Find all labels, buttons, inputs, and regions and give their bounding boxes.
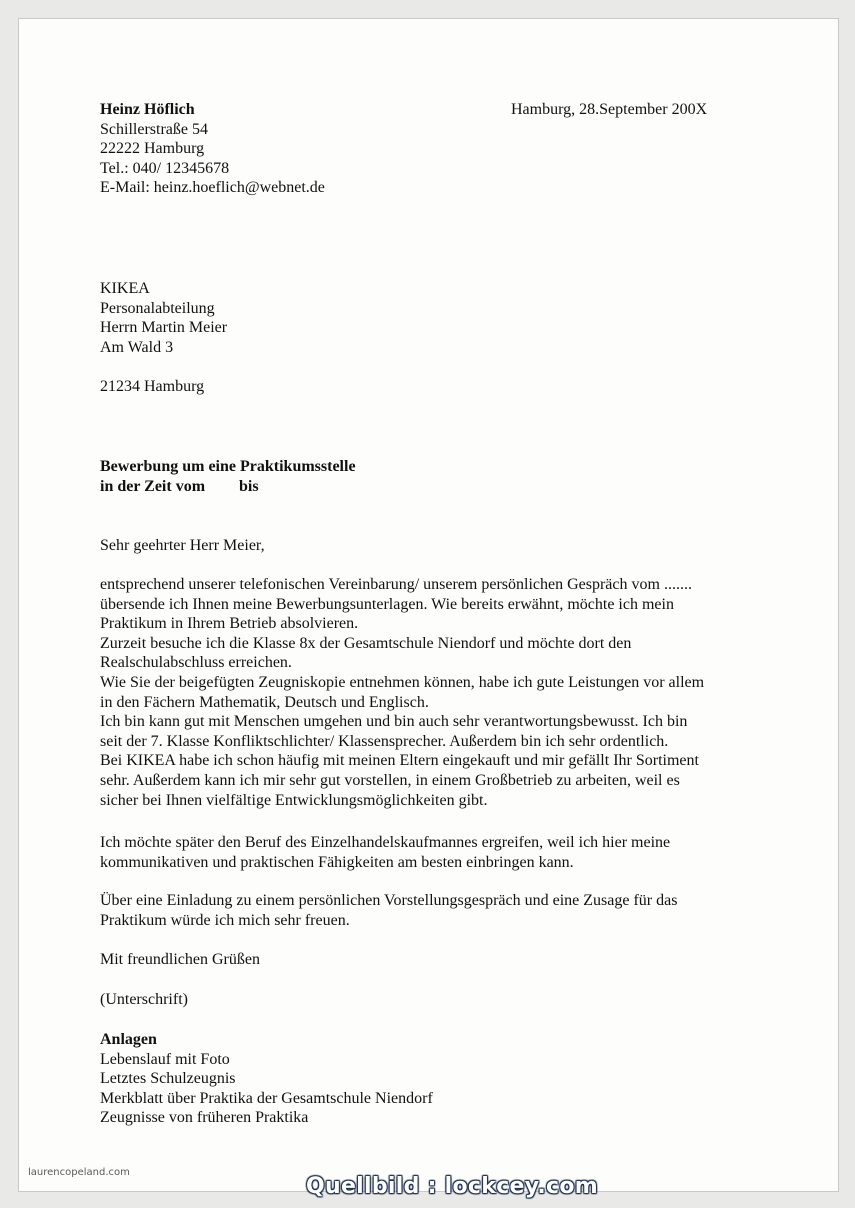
body-line: übersende ich Ihnen meine Bewerbungsunterlagen. Wie bereits erwähnt, möchte ich mein [100, 595, 674, 613]
attachments-block [100, 1030, 433, 1128]
body-line: Praktikum in Ihrem Betrieb absolvieren. [100, 615, 359, 633]
sender-phone: Tel.: 040/ 12345678 [100, 159, 230, 177]
sender-block [100, 100, 325, 198]
body-line: Zurzeit besuche ich die Klasse 8x der Gesamtschule Niendorf und möchte dort den [100, 634, 632, 652]
attachment-item: Letztes Schulzeugnis [100, 1070, 236, 1088]
attachment-item: Lebenslauf mit Foto [100, 1050, 230, 1068]
recipient-city: 21234 Hamburg [100, 378, 205, 395]
body-line: Ich bin kann gut mit Menschen umgehen und bin auch sehr verantwortungsbewusst. Ich bin [100, 713, 688, 731]
body-line: Bei KIKEA habe ich schon häufig mit meinen Eltern eingekauft und mir gefällt Ihr Sortiment [100, 752, 699, 770]
sender-name: Heinz Höflich [100, 101, 195, 118]
recipient-block [100, 279, 227, 357]
source-watermark: Quellbild : lockcey.com [306, 1174, 599, 1199]
body-paragraph-3 [100, 891, 677, 930]
body-line: Ich möchte später den Beruf des Einzelhandelskaufmannes ergreifen, weil ich hier meine [100, 834, 671, 851]
body-line: in den Fächern Mathematik, Deutsch und Englisch. [100, 693, 429, 711]
attachment-item: Zeugnisse von früheren Praktika [100, 1109, 309, 1127]
letter-date: Hamburg, 28.September 200X [511, 101, 708, 118]
body-line: seit der 7. Klasse Konfliktschlichter/ Klassensprecher. Außerdem bin ich sehr ordentlich. [100, 732, 669, 750]
closing: Mit freundlichen Grüßen [100, 951, 260, 968]
attachment-item: Merkblatt über Praktika der Gesamtschule Niendorf [100, 1089, 433, 1107]
signature-placeholder: (Unterschrift) [100, 991, 188, 1008]
recipient-person: Herrn Martin Meier [100, 319, 228, 337]
subject-line-1: Bewerbung um eine Praktikumsstelle [100, 458, 356, 475]
body-line: sehr. Außerdem kann ich mir sehr gut vorstellen, in einem Großbetrieb zu arbeiten, weil es [100, 771, 680, 789]
body-line: entsprechend unserer telefonischen Vereinbarung/ unserem persönlichen Gespräch vom ....... [100, 576, 692, 593]
attachments-heading: Anlagen [100, 1031, 157, 1048]
sender-email: E-Mail: heinz.hoeflich@webnet.de [100, 179, 325, 197]
body-line: Über eine Einladung zu einem persönlichen Vorstellungsgespräch und eine Zusage für das [100, 892, 678, 909]
body-line: Realschulabschluss erreichen. [100, 654, 292, 672]
salutation: Sehr geehrter Herr Meier, [100, 537, 265, 554]
recipient-department: Personalabteilung [100, 299, 215, 317]
recipient-street: Am Wald 3 [100, 338, 174, 356]
subject-period-to: bis [239, 477, 259, 495]
subject-block [100, 457, 356, 496]
body-line: sicher bei Ihnen vielfältige Entwicklungsmöglichkeiten gibt. [100, 791, 488, 809]
body-line: Wie Sie der beigefügten Zeugniskopie entnehmen können, habe ich gute Leistungen vor allem [100, 673, 705, 691]
body-line: Praktikum würde ich mich sehr freuen. [100, 911, 350, 929]
body-paragraph-1 [100, 575, 704, 810]
body-line: kommunikativen und praktischen Fähigkeiten am besten einbringen kann. [100, 853, 574, 871]
source-url: laurencopeland.com [28, 1167, 130, 1178]
sender-street: Schillerstraße 54 [100, 120, 208, 138]
sender-city: 22222 Hamburg [100, 140, 205, 158]
body-paragraph-2 [100, 833, 670, 872]
recipient-company: KIKEA [100, 280, 150, 297]
subject-period-from: in der Zeit vom [100, 477, 206, 495]
